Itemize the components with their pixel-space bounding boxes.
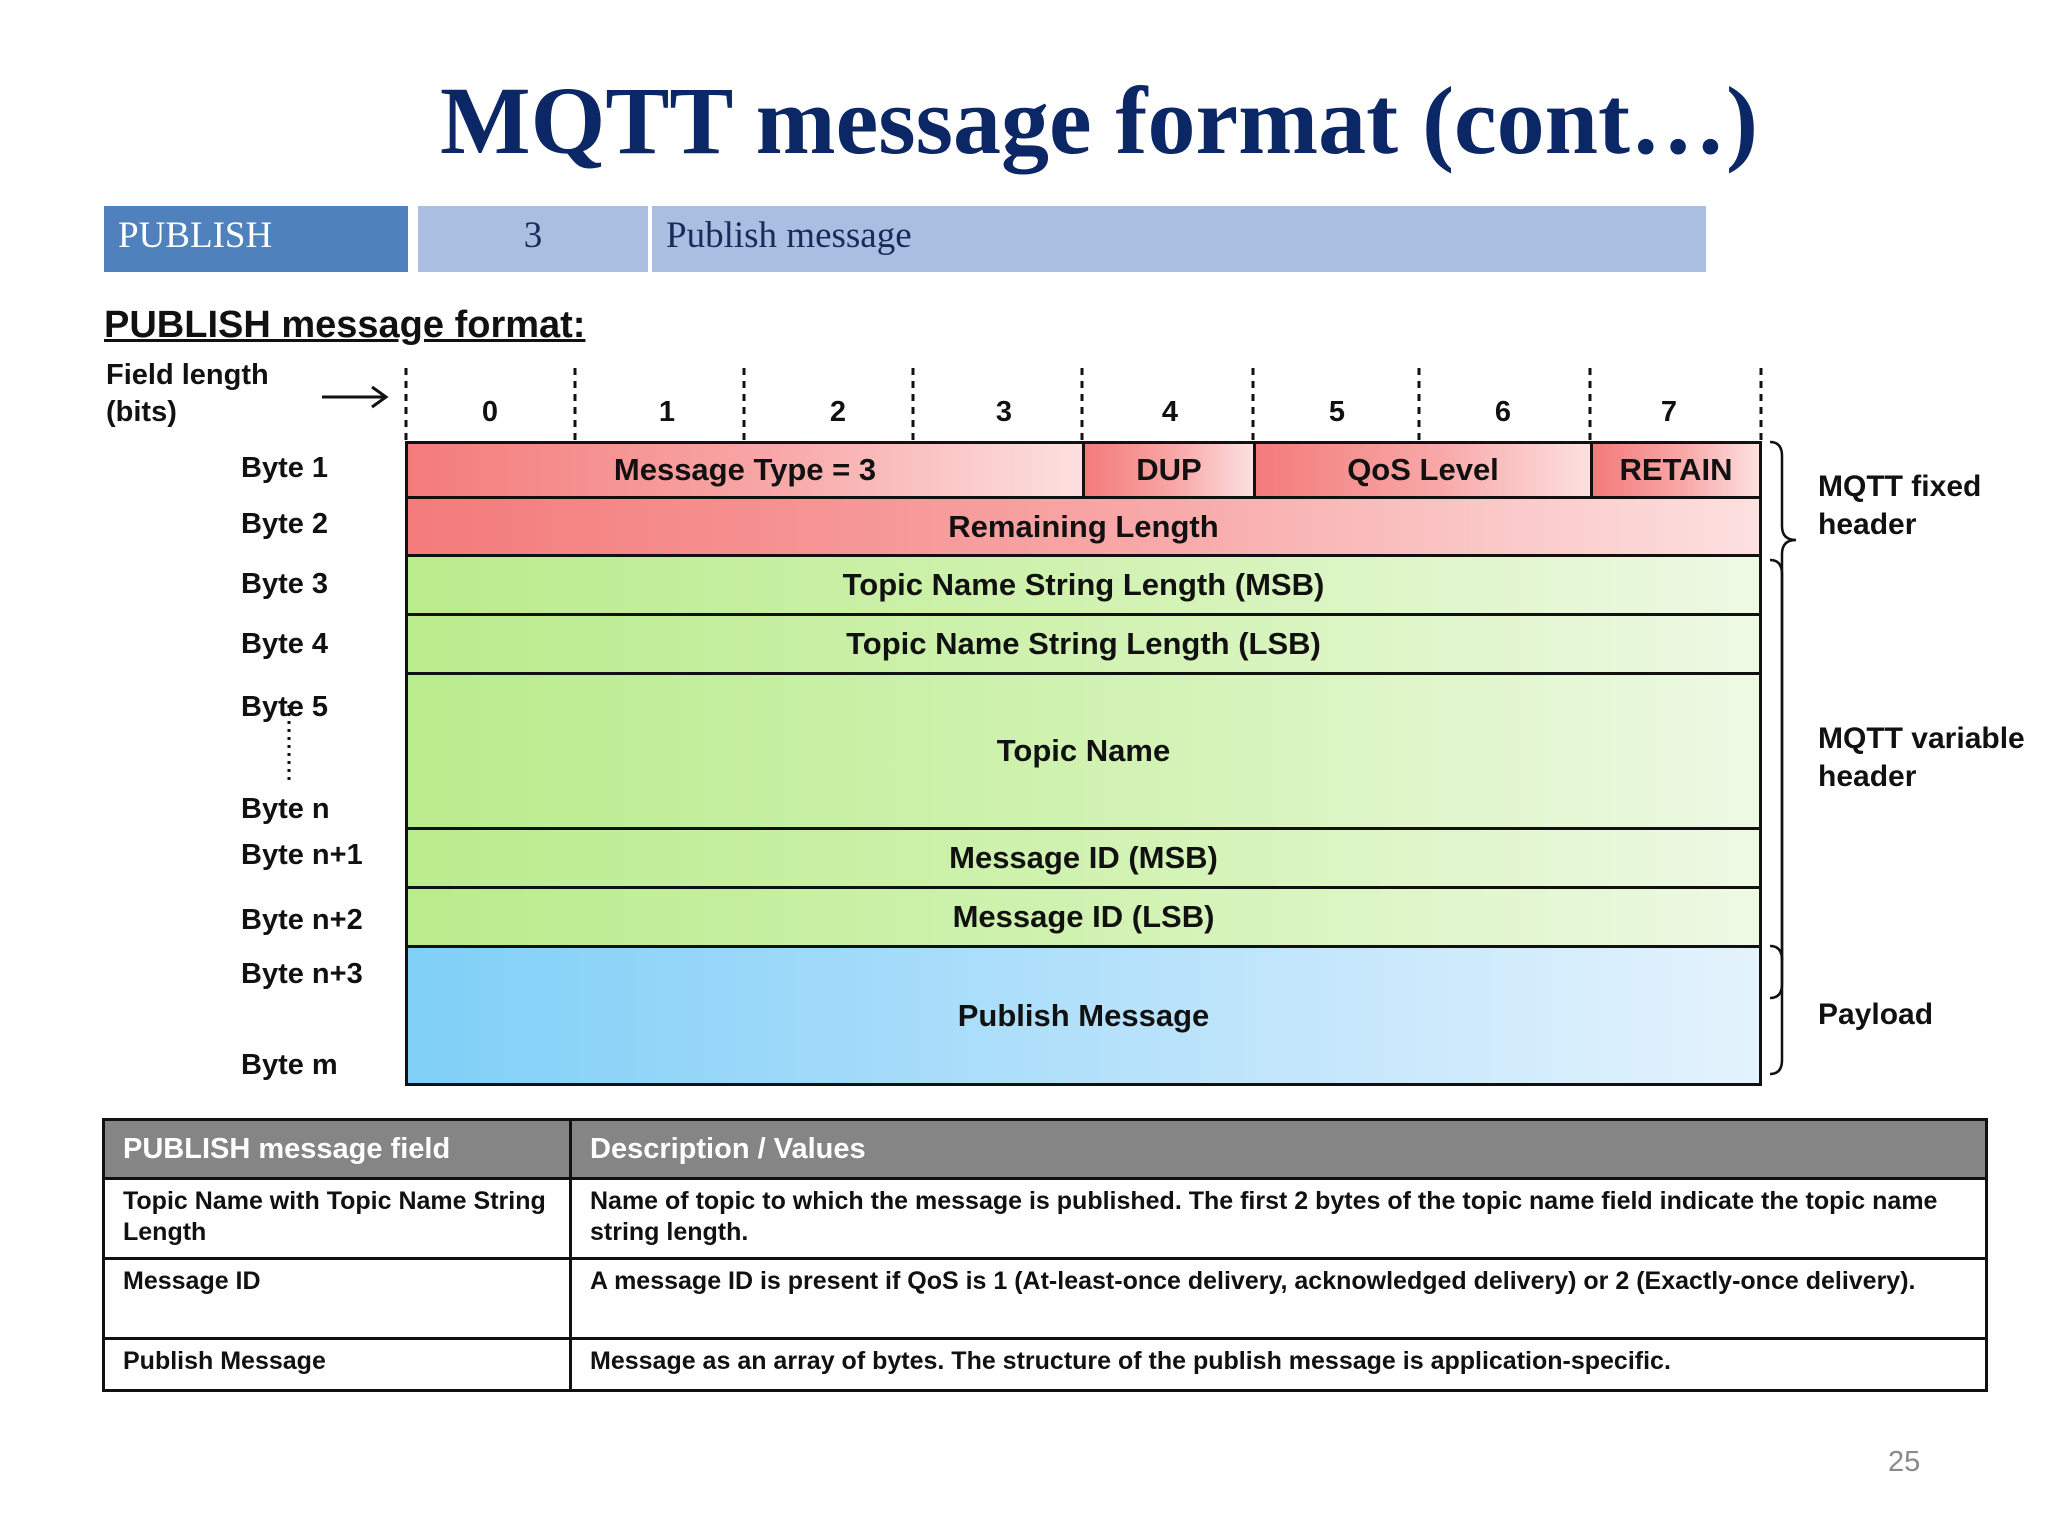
table-row (104, 1259, 1987, 1339)
table-row (104, 1339, 1987, 1391)
command-name-cell: PUBLISH (104, 206, 408, 272)
field-length-unit: (bits) (106, 396, 177, 428)
table-cell-description: A message ID is present if QoS is 1 (At-least-once delivery, acknowledged delivery) or 2 (Exactly-once delivery). (571, 1259, 1987, 1339)
field-description-table (102, 1118, 1988, 1392)
byte-label: Byte 4 (241, 628, 329, 660)
byte-label: Byte n+2 (241, 904, 363, 936)
table-header: PUBLISH message field (104, 1120, 571, 1179)
field-publish-message: Publish Message (405, 945, 1762, 1086)
byte-label: Byte 3 (241, 568, 329, 600)
section-braces (1766, 440, 1816, 1090)
field-dup: DUP (1082, 441, 1256, 499)
field-message-type: Message Type = 3 (405, 441, 1085, 499)
table-cell-field: Publish Message (104, 1339, 571, 1391)
bit-number: 2 (829, 396, 847, 428)
format-title: PUBLISH message format: (104, 304, 586, 346)
byte-label: Byte m (241, 1049, 338, 1081)
command-value-cell: 3 (418, 206, 648, 272)
byte-label: Byte 1 (241, 452, 329, 484)
bit-number: 7 (1660, 396, 1678, 428)
section-variable-header: MQTT variable header (1818, 722, 2025, 793)
field-topic-name: Topic Name (405, 672, 1762, 830)
field-topic-length-lsb: Topic Name String Length (LSB) (405, 613, 1762, 675)
table-header-row (104, 1120, 1987, 1179)
byte-label: Byte 5 (241, 691, 329, 723)
bit-number: 4 (1161, 396, 1179, 428)
table-row (104, 1179, 1987, 1259)
field-length-label: Field length (106, 359, 269, 391)
section-payload: Payload (1818, 998, 1934, 1031)
bit-number: 1 (658, 396, 676, 428)
byte-label: Byte 2 (241, 508, 329, 540)
byte-label: Byte n+1 (241, 839, 363, 871)
field-remaining-length: Remaining Length (405, 496, 1762, 557)
bit-number: 6 (1494, 396, 1512, 428)
bit-number: 5 (1328, 396, 1346, 428)
slide-title: MQTT message format (cont…) (440, 67, 1758, 174)
table-cell-field: Topic Name with Topic Name String Length (104, 1179, 571, 1259)
table-cell-description: Message as an array of bytes. The structure of the publish message is application-specific. (571, 1339, 1987, 1391)
bit-number: 0 (481, 396, 499, 428)
table-cell-field: Message ID (104, 1259, 571, 1339)
field-qos-level: QoS Level (1253, 441, 1593, 499)
table-header: Description / Values (571, 1120, 1987, 1179)
table-cell-description: Name of topic to which the message is published. The first 2 bytes of the topic name field indicate the topic name string length. (571, 1179, 1987, 1259)
bit-number: 3 (995, 396, 1013, 428)
page-number: 25 (1888, 1446, 1921, 1478)
field-topic-length-msb: Topic Name String Length (MSB) (405, 554, 1762, 616)
byte-label: Byte n (241, 793, 330, 825)
field-message-id-msb: Message ID (MSB) (405, 827, 1762, 889)
byte-label: Byte n+3 (241, 958, 363, 990)
field-retain: RETAIN (1590, 441, 1762, 499)
command-description-cell: Publish message (652, 206, 1706, 272)
section-fixed-header: MQTT fixed header (1818, 470, 1982, 541)
field-message-id-lsb: Message ID (LSB) (405, 886, 1762, 948)
